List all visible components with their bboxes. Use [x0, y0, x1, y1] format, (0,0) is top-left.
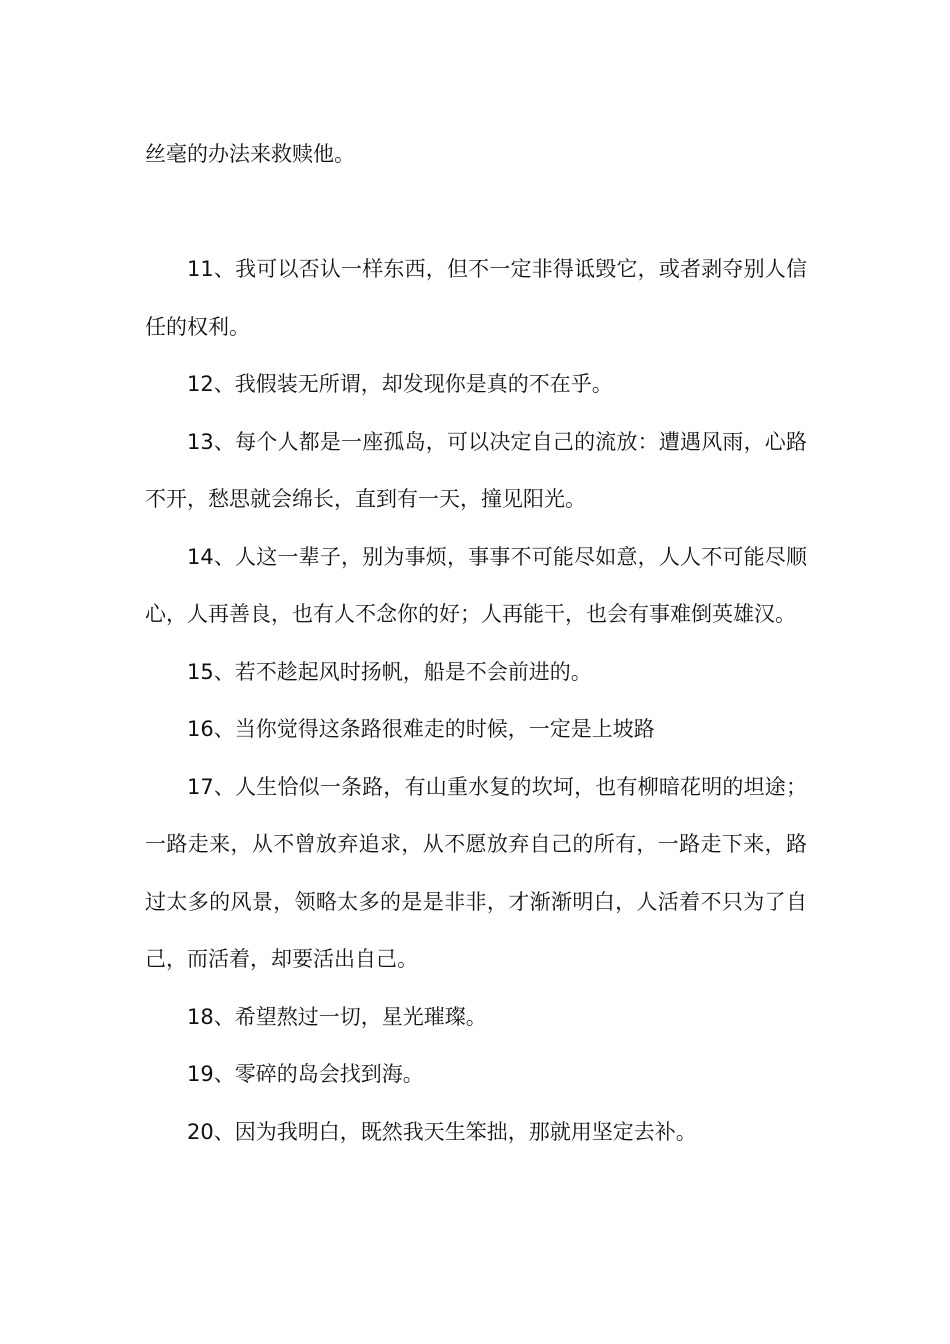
- paragraph-20: 20、因为我明白，既然我天生笨拙，那就用坚定去补。: [187, 1119, 697, 1144]
- paragraph-17: 17、人生恰似一条路，有山重水复的坎坷，也有柳暗花明的坦途；一路走来，从不曾放弃追求，从不愿放弃自己的所有，一路走下来，路过太多的风景，领略太多的是是非非，才渐渐明白，人活着不只为了自己，而活着，却要活出自己。: [145, 774, 807, 971]
- paragraph-16: 16、当你觉得这条路很难走的时候，一定是上坡路: [187, 717, 655, 741]
- paragraph-13: 13、每个人都是一座孤岛，可以决定自己的流放：遭遇风雨，心路不开，愁思就会绵长，直到有一天，撞见阳光。: [145, 429, 807, 511]
- paragraph-18: 18、希望熬过一切，星光璀璨。: [187, 1004, 487, 1029]
- paragraph-11: 11、我可以否认一样东西，但不一定非得诋毁它，或者剥夺别人信任的权利。: [145, 257, 807, 339]
- paragraph-15: 15、若不趁起风时扬帆，船是不会前进的。: [187, 659, 592, 684]
- document-body: [145, 126, 807, 1161]
- paragraph-19: 19、零碎的岛会找到海。: [187, 1062, 424, 1086]
- paragraph-14: 14、人这一辈子，别为事烦，事事不可能尽如意，人人不可能尽顺心，人再善良，也有人不念你的好；人再能干，也会有事难倒英雄汉。: [145, 544, 807, 626]
- paragraph-12: 12、我假装无所谓，却发现你是真的不在乎。: [187, 372, 613, 396]
- paragraph-continuation: 丝毫的办法来救赎他。: [145, 142, 355, 166]
- paragraph-gap: [145, 184, 807, 242]
